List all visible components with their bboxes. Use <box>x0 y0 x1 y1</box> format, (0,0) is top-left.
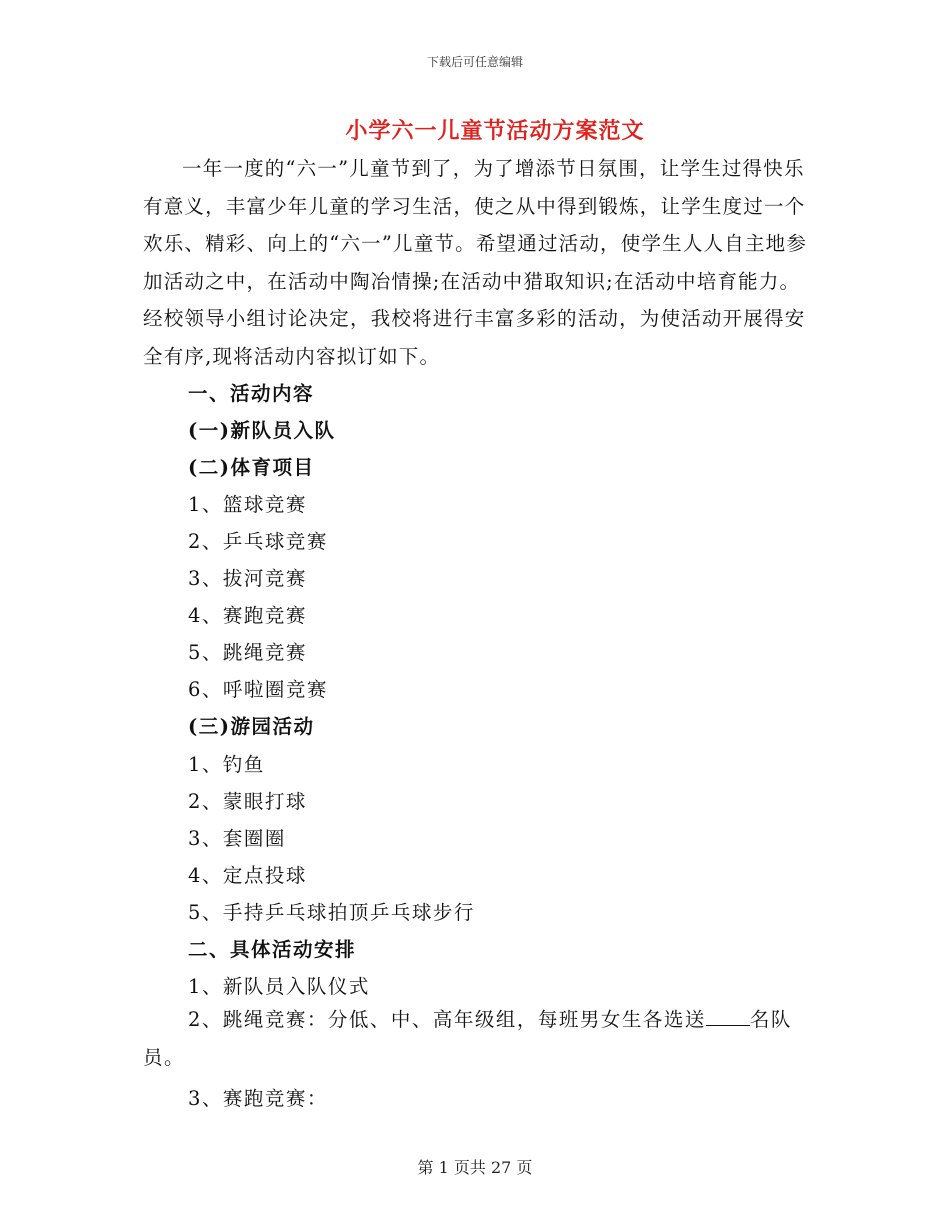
subheading-sports: (二)体育项目 <box>188 456 315 479</box>
subheading-garden-games: (三)游园活动 <box>188 715 315 738</box>
game-item: 5、手持乒乓球拍顶乒乓球步行 <box>188 901 475 924</box>
schedule-item-rope-skipping <box>143 1001 808 1076</box>
sports-item: 4、赛跑竞赛 <box>188 604 307 627</box>
intro-paragraph: 一年一度的“六一”儿童节到了，为了增添节日氛围，让学生过得快乐有意义，丰富少年儿童的学习生活，使之从中得到锻炼，让学生度过一个欢乐、精彩、向上的“六一”儿童节。希望通过活动，使学生人人自主地参加活动之中，在活动中陶冶情操;在活动中猎取知识;在活动中培育能力。经校领导小组讨论决定，我校将进行丰富多彩的活动，为使活动开展得安全有序,现将活动内容拟订如下。 <box>143 157 808 368</box>
header-note: 下载后可任意编辑 <box>426 55 523 69</box>
sports-item: 2、乒乓球竞赛 <box>188 530 328 553</box>
document-title: 小学六一儿童节活动方案范文 <box>345 118 645 144</box>
schedule-item-text-end: 名队员。 <box>143 1008 792 1069</box>
schedule-item: 3、赛跑竞赛： <box>188 1087 328 1110</box>
page-footer: 第 1 页共 27 页 <box>417 1158 533 1177</box>
sports-item: 3、拔河竞赛 <box>188 567 307 590</box>
game-item: 3、套圈圈 <box>188 827 286 850</box>
game-item: 2、蒙眼打球 <box>188 790 307 813</box>
schedule-item: 1、新队员入队仪式 <box>188 975 370 998</box>
game-item: 4、定点投球 <box>188 864 307 887</box>
section-heading-activities: 一、活动内容 <box>188 382 315 405</box>
sports-item: 6、呼啦圈竞赛 <box>188 678 328 701</box>
game-item: 1、钓鱼 <box>188 753 265 776</box>
sports-item: 1、篮球竞赛 <box>188 493 307 516</box>
sports-item: 5、跳绳竞赛 <box>188 641 307 664</box>
section-heading-schedule: 二、具体活动安排 <box>188 938 357 961</box>
fill-in-blank <box>706 1007 750 1026</box>
schedule-item-text: 2、跳绳竞赛：分低、中、高年级组，每班男女生各选送 <box>188 1008 706 1031</box>
subheading-new-members: (一)新队员入队 <box>188 419 336 442</box>
